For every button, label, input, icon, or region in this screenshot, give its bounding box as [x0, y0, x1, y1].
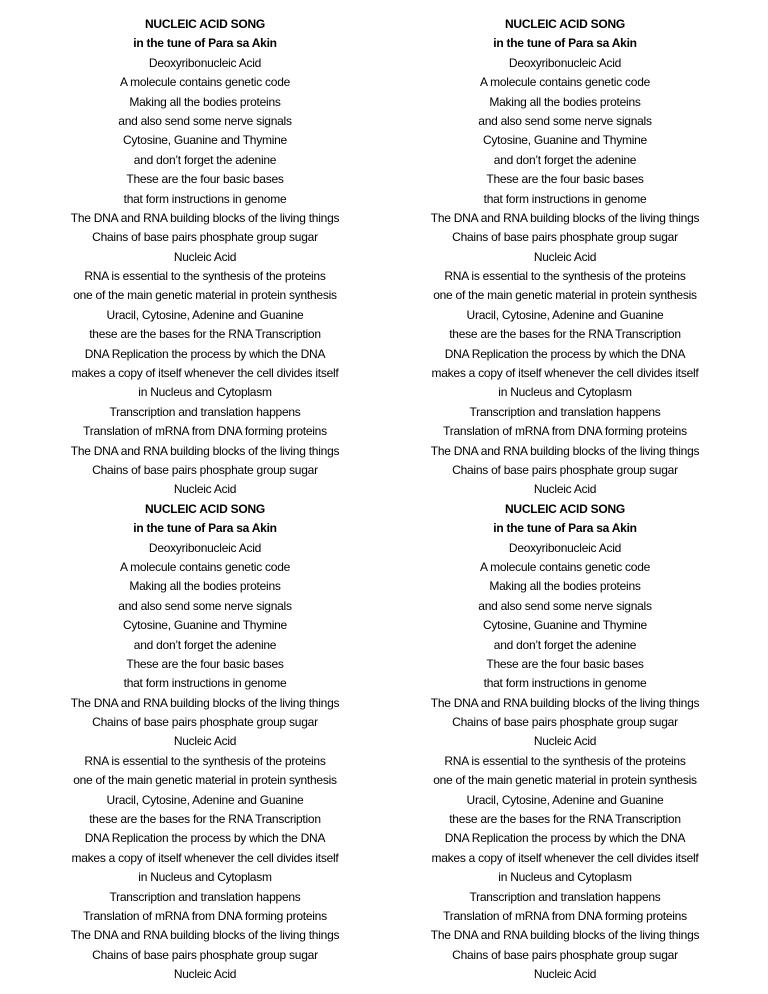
- lyric-line: in Nucleus and Cytoplasm: [138, 385, 272, 400]
- lyric-line: Making all the bodies proteins: [129, 94, 281, 109]
- song-block: [385, 15, 745, 500]
- lyric-line: that form instructions in genome: [483, 191, 647, 206]
- lyric-line: Nucleic Acid: [533, 482, 597, 497]
- lyric-line: one of the main genetic material in protein synthesis: [73, 773, 337, 788]
- lyric-line: and also send some nerve signals: [478, 598, 652, 613]
- lyric-line: Nucleic Acid: [173, 734, 237, 749]
- lyric-line: Nucleic Acid: [533, 249, 597, 264]
- song-subtitle: in the tune of Para sa Akin: [493, 36, 637, 51]
- lyric-line: A molecule contains genetic code: [479, 75, 651, 90]
- lyric-line: The DNA and RNA building blocks of the living things: [430, 210, 700, 225]
- lyric-line: one of the main genetic material in protein synthesis: [433, 288, 697, 303]
- lyric-line: Nucleic Acid: [533, 967, 597, 982]
- lyric-line: that form instructions in genome: [483, 676, 647, 691]
- lyric-line: one of the main genetic material in protein synthesis: [73, 288, 337, 303]
- lyric-line: Cytosine, Guanine and Thymine: [123, 133, 287, 148]
- lyric-line: in Nucleus and Cytoplasm: [498, 385, 632, 400]
- lyric-line: Chains of base pairs phosphate group sugar: [452, 230, 678, 245]
- lyric-line: Cytosine, Guanine and Thymine: [123, 618, 287, 633]
- lyric-line: Making all the bodies proteins: [489, 94, 641, 109]
- lyric-line: one of the main genetic material in protein synthesis: [433, 773, 697, 788]
- lyric-line: these are the bases for the RNA Transcription: [89, 812, 321, 827]
- lyric-line: these are the bases for the RNA Transcription: [449, 327, 681, 342]
- lyric-line: DNA Replication the process by which the DNA: [444, 831, 686, 846]
- song-subtitle: in the tune of Para sa Akin: [133, 521, 277, 536]
- lyric-line: Nucleic Acid: [173, 967, 237, 982]
- lyric-line: these are the bases for the RNA Transcription: [89, 327, 321, 342]
- lyric-line: The DNA and RNA building blocks of the living things: [430, 695, 700, 710]
- lyric-line: RNA is essential to the synthesis of the proteins: [444, 753, 686, 768]
- lyric-line: Making all the bodies proteins: [129, 579, 281, 594]
- lyric-line: A molecule contains genetic code: [119, 559, 291, 574]
- lyric-line: in Nucleus and Cytoplasm: [498, 870, 632, 885]
- song-subtitle: in the tune of Para sa Akin: [493, 521, 637, 536]
- lyric-line: Deoxyribonucleic Acid: [148, 55, 262, 70]
- lyric-line: The DNA and RNA building blocks of the living things: [70, 443, 340, 458]
- song-block: [25, 500, 385, 985]
- lyric-line: makes a copy of itself whenever the cell divides itself: [71, 850, 339, 865]
- lyric-line: The DNA and RNA building blocks of the living things: [70, 210, 340, 225]
- lyric-line: Translation of mRNA from DNA forming proteins: [443, 908, 687, 923]
- lyric-line: and also send some nerve signals: [118, 598, 292, 613]
- lyric-line: Translation of mRNA from DNA forming proteins: [83, 908, 327, 923]
- lyric-line: Chains of base pairs phosphate group sugar: [452, 947, 678, 962]
- lyric-line: makes a copy of itself whenever the cell divides itself: [71, 366, 339, 381]
- lyric-line: A molecule contains genetic code: [119, 75, 291, 90]
- lyric-line: Transcription and translation happens: [109, 404, 301, 419]
- lyric-line: Uracil, Cytosine, Adenine and Guanine: [466, 307, 664, 322]
- lyric-line: that form instructions in genome: [123, 676, 287, 691]
- lyric-line: Cytosine, Guanine and Thymine: [483, 618, 647, 633]
- lyric-line: Transcription and translation happens: [469, 889, 661, 904]
- lyric-line: that form instructions in genome: [123, 191, 287, 206]
- song-title: NUCLEIC ACID SONG: [505, 17, 625, 31]
- lyric-line: Uracil, Cytosine, Adenine and Guanine: [466, 792, 664, 807]
- lyric-line: these are the bases for the RNA Transcription: [449, 812, 681, 827]
- lyric-line: Chains of base pairs phosphate group sugar: [92, 462, 318, 477]
- lyric-line: These are the four basic bases: [486, 172, 644, 187]
- right-column: [385, 15, 745, 985]
- lyric-line: RNA is essential to the synthesis of the proteins: [84, 269, 326, 284]
- lyric-line: makes a copy of itself whenever the cell divides itself: [431, 366, 699, 381]
- lyric-line: The DNA and RNA building blocks of the living things: [430, 443, 700, 458]
- lyric-line: Chains of base pairs phosphate group sugar: [452, 462, 678, 477]
- lyric-line: DNA Replication the process by which the DNA: [444, 346, 686, 361]
- lyric-line: and don’t forget the adenine: [133, 152, 277, 167]
- lyric-line: Nucleic Acid: [533, 734, 597, 749]
- lyric-line: Nucleic Acid: [173, 249, 237, 264]
- lyric-line: Chains of base pairs phosphate group sugar: [92, 230, 318, 245]
- lyric-line: Uracil, Cytosine, Adenine and Guanine: [106, 307, 304, 322]
- lyric-line: Cytosine, Guanine and Thymine: [483, 133, 647, 148]
- lyric-line: The DNA and RNA building blocks of the living things: [430, 928, 700, 943]
- lyric-line: and also send some nerve signals: [478, 113, 652, 128]
- lyric-line: Deoxyribonucleic Acid: [148, 540, 262, 555]
- lyric-line: DNA Replication the process by which the DNA: [84, 346, 326, 361]
- lyric-line: makes a copy of itself whenever the cell divides itself: [431, 850, 699, 865]
- song-title: NUCLEIC ACID SONG: [505, 501, 625, 516]
- song-block: [385, 500, 745, 985]
- lyric-line: RNA is essential to the synthesis of the proteins: [444, 269, 686, 284]
- lyric-line: and also send some nerve signals: [118, 113, 292, 128]
- lyric-line: and don’t forget the adenine: [133, 637, 277, 652]
- lyric-line: Transcription and translation happens: [469, 404, 661, 419]
- lyric-line: A molecule contains genetic code: [479, 559, 651, 574]
- lyric-line: Nucleic Acid: [173, 482, 237, 497]
- lyric-line: The DNA and RNA building blocks of the living things: [70, 695, 340, 710]
- lyric-line: and don’t forget the adenine: [493, 152, 637, 167]
- lyric-line: Making all the bodies proteins: [489, 579, 641, 594]
- lyric-line: and don’t forget the adenine: [493, 637, 637, 652]
- lyric-line: Chains of base pairs phosphate group sugar: [92, 715, 318, 730]
- song-block: [25, 15, 385, 500]
- lyric-line: Deoxyribonucleic Acid: [508, 55, 622, 70]
- left-column: [25, 15, 385, 985]
- lyric-line: DNA Replication the process by which the DNA: [84, 831, 326, 846]
- song-title: NUCLEIC ACID SONG: [145, 17, 265, 31]
- lyric-line: These are the four basic bases: [126, 656, 284, 671]
- lyric-line: Deoxyribonucleic Acid: [508, 540, 622, 555]
- lyric-line: These are the four basic bases: [486, 656, 644, 671]
- lyric-line: Chains of base pairs phosphate group sugar: [452, 715, 678, 730]
- lyric-line: Translation of mRNA from DNA forming proteins: [83, 424, 327, 439]
- song-subtitle: in the tune of Para sa Akin: [133, 36, 277, 51]
- lyric-line: The DNA and RNA building blocks of the living things: [70, 928, 340, 943]
- lyric-line: Chains of base pairs phosphate group sugar: [92, 947, 318, 962]
- song-title: NUCLEIC ACID SONG: [145, 501, 265, 516]
- lyric-line: Transcription and translation happens: [109, 889, 301, 904]
- lyric-line: These are the four basic bases: [126, 172, 284, 187]
- lyric-line: Uracil, Cytosine, Adenine and Guanine: [106, 792, 304, 807]
- lyric-line: Translation of mRNA from DNA forming proteins: [443, 424, 687, 439]
- lyric-line: in Nucleus and Cytoplasm: [138, 870, 272, 885]
- lyric-line: RNA is essential to the synthesis of the proteins: [84, 753, 326, 768]
